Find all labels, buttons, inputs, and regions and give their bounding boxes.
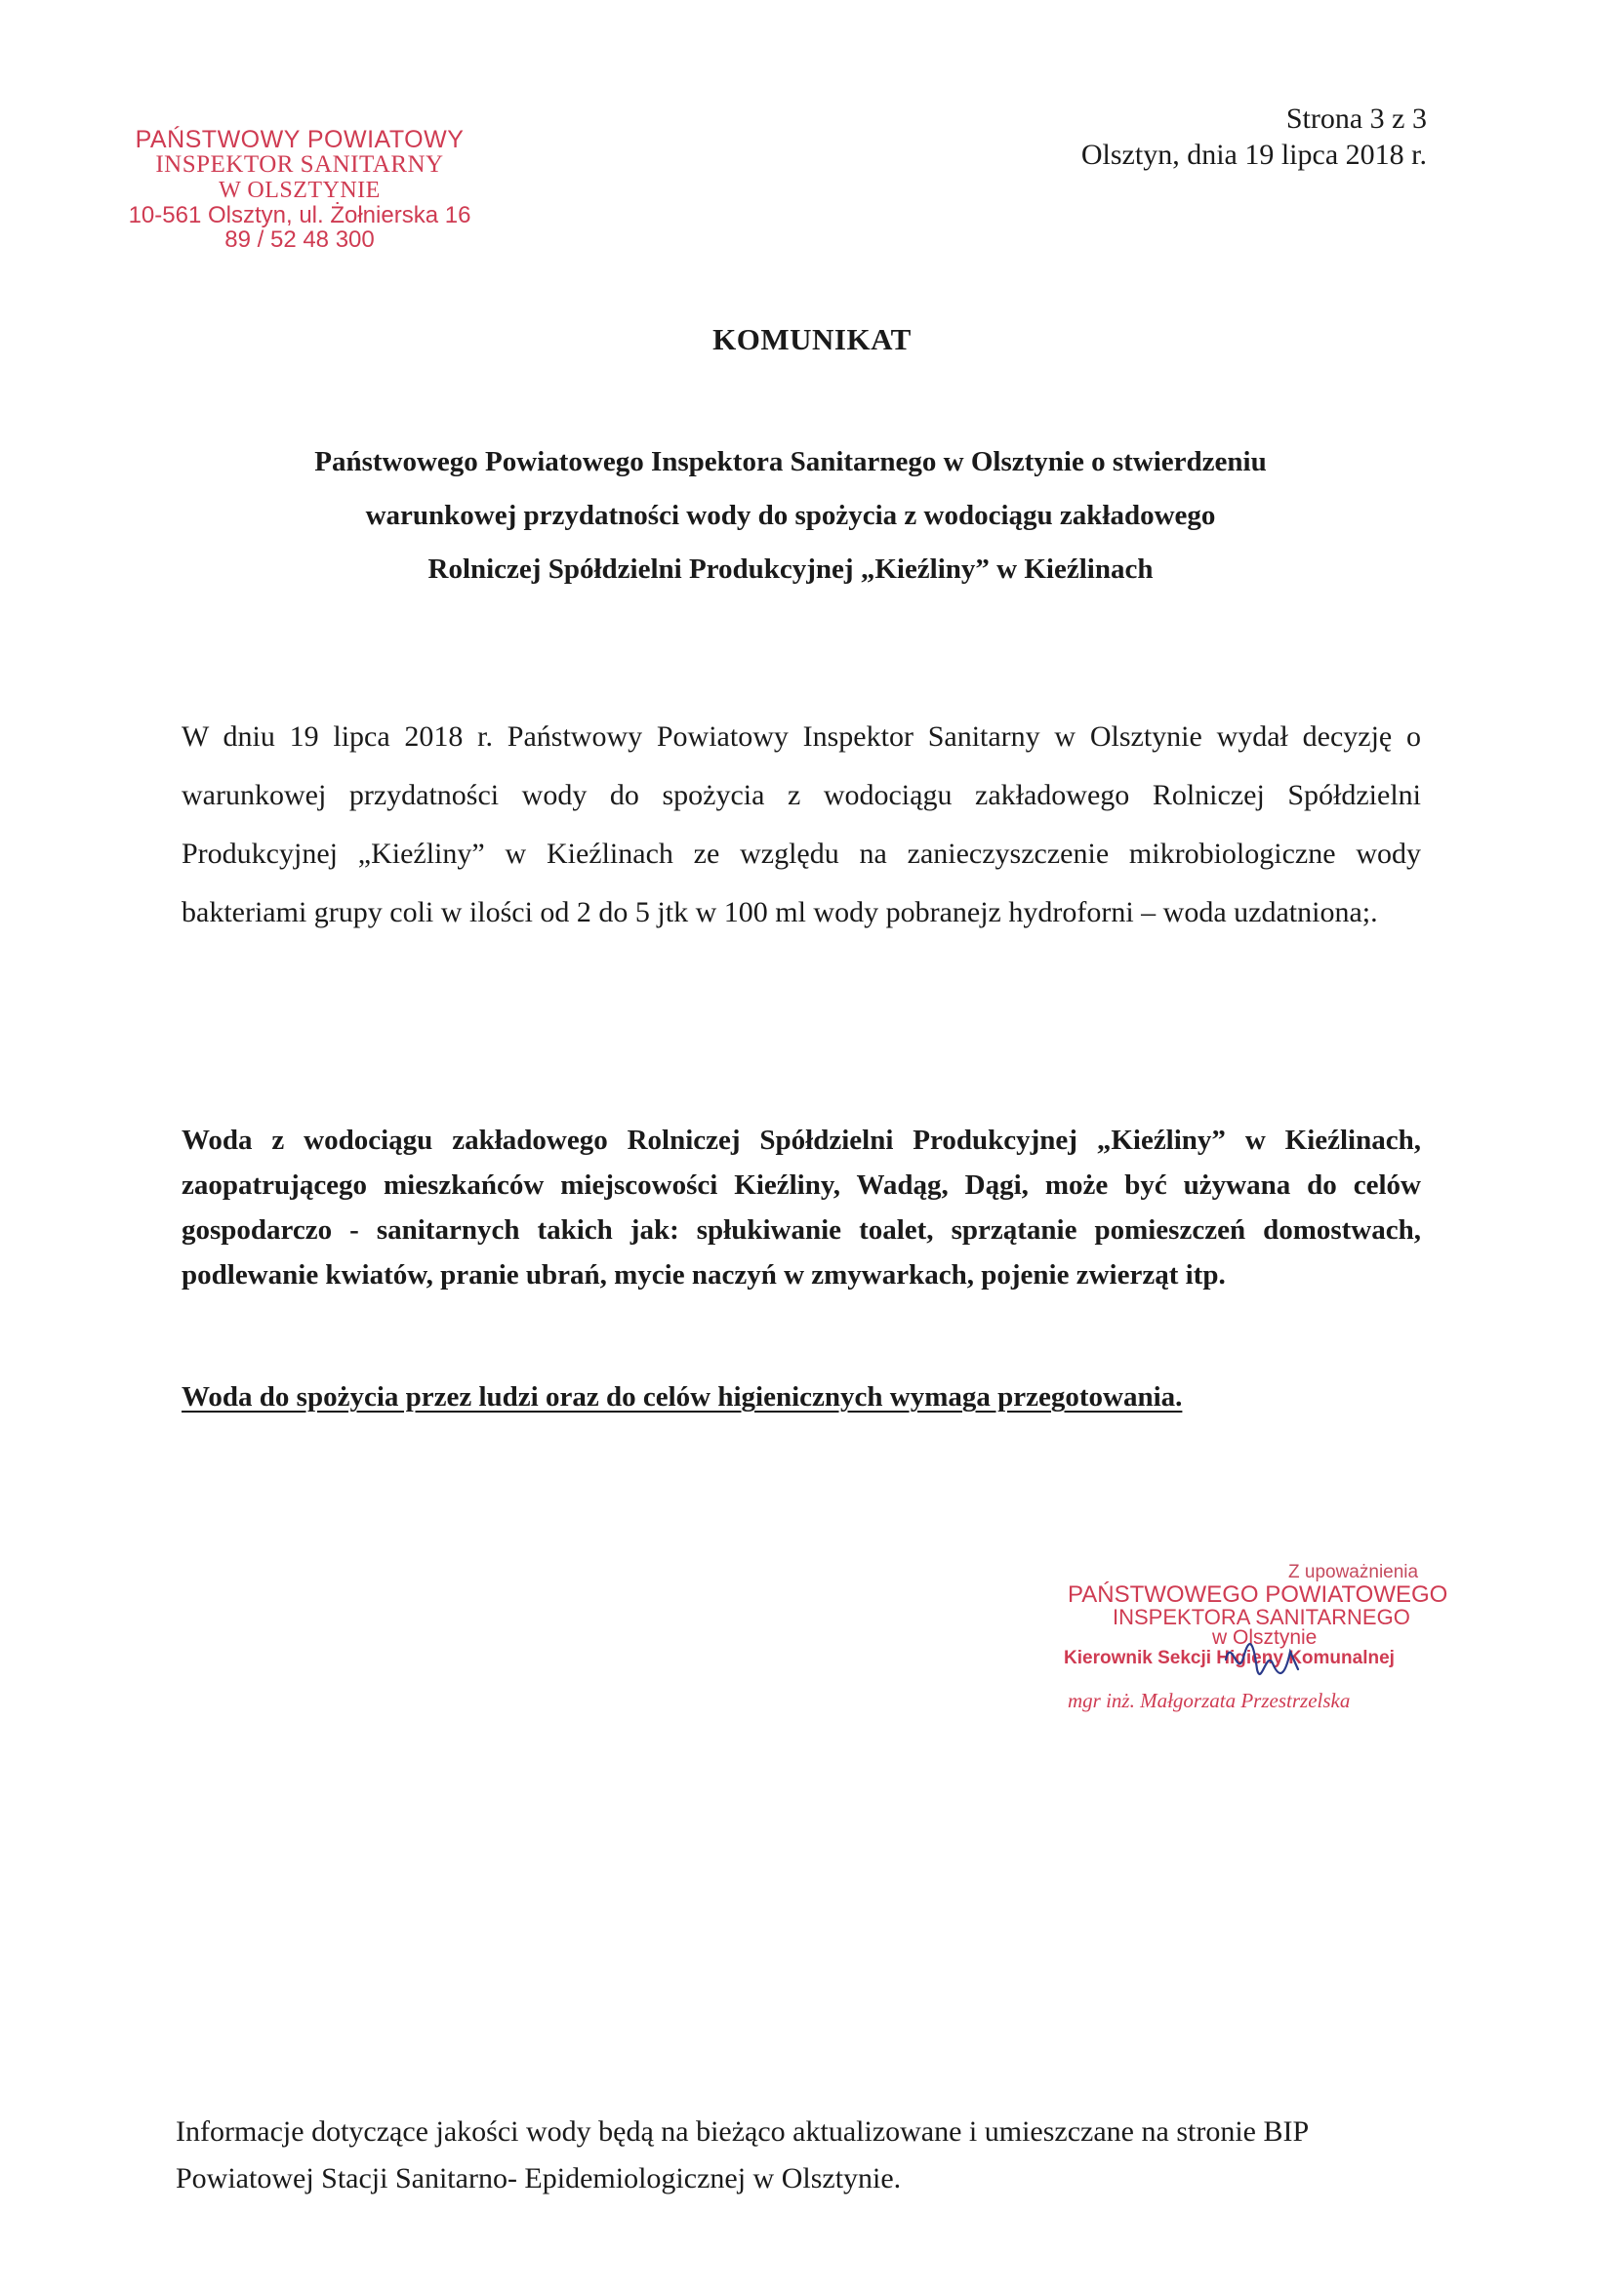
sig-stamp-name: mgr inż. Małgorzata Przestrzelska	[1068, 1689, 1351, 1712]
document-title: KOMUNIKAT	[712, 322, 912, 356]
stamp-line-city: W OLSZTYNIE	[219, 177, 381, 203]
sig-stamp-role: INSPEKTORA SANITARNEGO	[1113, 1605, 1410, 1629]
decision-paragraph: W dniu 19 lipca 2018 r. Państwowy Powiatowy Inspektor Sanitarny w Olsztynie wydał decyzję o warunkowej przydatności wody do spożycia z wodociągu zakładowego Rolniczej Spółdzielni Produkcyjnej „Kieźliny” w Kieźlinach ze względu na zanieczyszczenie mikrobiologiczne wody bakteriami grupy coli w ilości od 2 do 5 jtk w 100 ml wody pobranejz hydroforni – woda uzdatniona;.	[182, 720, 1421, 928]
place-date: Olsztyn, dnia 19 lipca 2018 r.	[1080, 138, 1427, 171]
subtitle-line-2: warunkowej przydatności wody do spożycia z wodociągu zakładowego	[365, 500, 1216, 532]
stamp-line-phone: 89 / 52 48 300	[224, 226, 375, 253]
boiling-warning: Woda do spożycia przez ludzi oraz do celów higienicznych wymaga przegotowania.	[182, 1381, 1183, 1413]
subtitle-line-3: Rolniczej Spółdzielni Produkcyjnej „Kieźliny” w Kieźlinach	[427, 554, 1154, 586]
handwritten-signature	[1220, 1630, 1308, 1699]
footer-note: Informacje dotyczące jakości wody będą na bieżąco aktualizowane i umieszczane na stronie BIP Powiatowej Stacji Sanitarno- Epidemiologicznej w Olsztynie.	[176, 2115, 1309, 2194]
sig-stamp-position: Kierownik Sekcji Higieny Komunalnej	[1064, 1648, 1395, 1668]
page-meta	[1081, 102, 1427, 173]
document-subtitle	[195, 435, 1386, 596]
stamp-line-address: 10-561 Olsztyn, ul. Żołnierska 16	[128, 201, 471, 228]
sig-stamp-institution: PAŃSTWOWEGO POWIATOWEGO	[1068, 1581, 1448, 1608]
subtitle-line-1: Państwowego Powiatowego Inspektora Sanitarnego w Olsztynie o stwierdzeniu	[314, 446, 1267, 477]
stamp-line-role: INSPEKTOR SANITARNY	[155, 151, 444, 179]
usage-paragraph: Woda z wodociągu zakładowego Rolniczej Spółdzielni Produkcyjnej „Kieźliny” w Kieźlinach, zaopatrującego mieszkańców miejscowości Kieźliny, Wadąg, Dągi, może być używana do celów gospodarczo - sanitarnych takich jak: spłukiwanie toalet, sprzątanie pomieszczeń domostwach, podlewanie kwiatów, pranie ubrań, mycie naczyń w zmywarkach, pojenie zwierząt itp.	[182, 1125, 1421, 1291]
sig-stamp-authorization: Z upoważnienia	[1288, 1562, 1419, 1582]
sig-stamp-city: w Olsztynie	[1212, 1626, 1318, 1649]
stamp-line-institution: PAŃSTWOWY POWIATOWY	[135, 126, 465, 153]
inspector-address-stamp	[109, 127, 490, 252]
signature-stamp	[1054, 1562, 1448, 1718]
page-number: Strona 3 z 3	[1285, 102, 1427, 135]
